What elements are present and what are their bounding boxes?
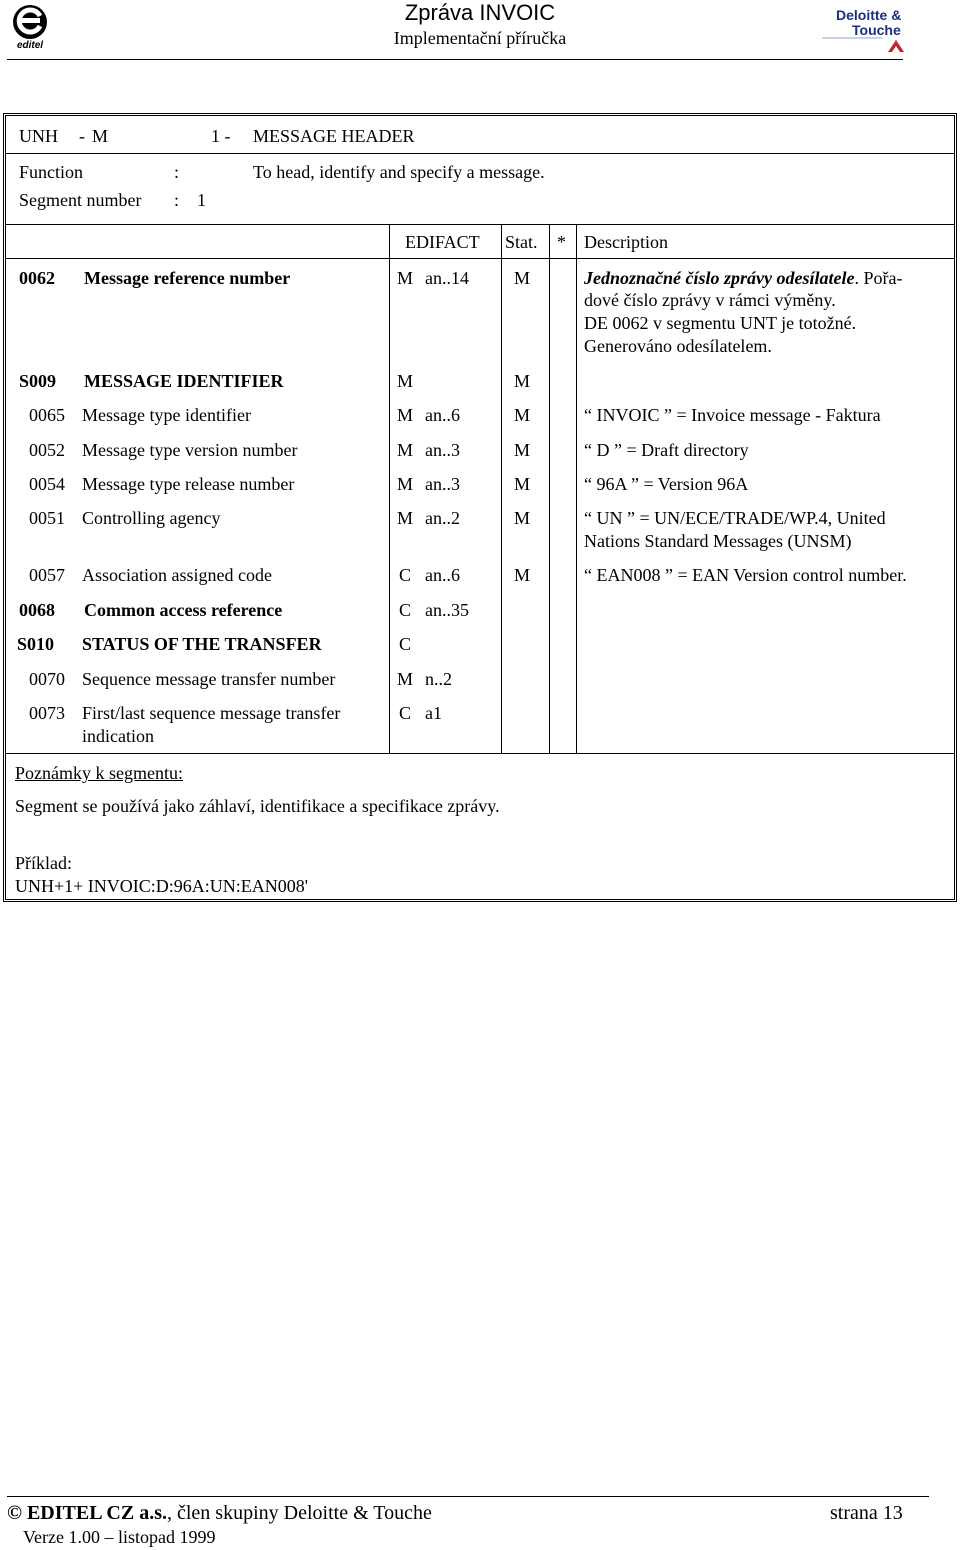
row-stat: M bbox=[514, 371, 531, 391]
divider-function bbox=[6, 224, 954, 225]
col-header-stat: Stat. bbox=[505, 232, 538, 252]
row-description: “ INVOIC ” = Invoice message - Faktura bbox=[584, 405, 881, 425]
segment-status: M bbox=[92, 126, 109, 146]
col-line-stat bbox=[501, 224, 502, 754]
row-name-line: indication bbox=[82, 726, 154, 746]
row-name: Message type version number bbox=[82, 440, 298, 460]
row-description-line: Generováno odesílatelem. bbox=[584, 336, 772, 356]
col-header-description: Description bbox=[584, 232, 668, 252]
row-name: Message type release number bbox=[82, 474, 295, 494]
row-edifact-format: an..35 bbox=[425, 600, 469, 620]
function-label: Function bbox=[19, 162, 84, 182]
notes-heading: Poznámky k segmentu: bbox=[15, 763, 183, 783]
deloitte-touche-logo bbox=[820, 2, 906, 54]
row-description-line: DE 0062 v segmentu UNT je totožné. bbox=[584, 313, 857, 333]
row-edifact-format: a1 bbox=[425, 703, 442, 723]
deloitte-logo-text-2: Touche bbox=[852, 22, 901, 38]
row-stat: M bbox=[514, 474, 531, 494]
segment-repeat: 1 - bbox=[211, 126, 231, 146]
footer-rule bbox=[7, 1496, 929, 1497]
header-rule bbox=[7, 59, 903, 60]
footer-page-number: strana 13 bbox=[830, 1502, 903, 1524]
row-edifact-format: n..2 bbox=[425, 669, 452, 689]
row-code: 0062 bbox=[19, 268, 55, 288]
row-description: “ EAN008 ” = EAN Version control number. bbox=[584, 565, 907, 585]
row-name: STATUS OF THE TRANSFER bbox=[82, 634, 322, 654]
example-value: UNH+1+ INVOIC:D:96A:UN:EAN008' bbox=[15, 876, 309, 896]
editel-logo bbox=[6, 4, 54, 50]
divider-notes bbox=[6, 753, 954, 754]
row-code: 0051 bbox=[29, 508, 65, 528]
segment-number-label: Segment number bbox=[19, 190, 142, 210]
col-line-desc bbox=[576, 224, 577, 754]
row-edifact-status: M bbox=[397, 474, 414, 494]
segment-number-value: 1 bbox=[197, 190, 206, 210]
row-name: Message type identifier bbox=[82, 405, 251, 425]
row-edifact-format: an..14 bbox=[425, 268, 469, 288]
notes-text: Segment se používá jako záhlaví, identifikace a specifikace zprávy. bbox=[15, 796, 500, 816]
segment-dash: - bbox=[79, 126, 85, 146]
document-title: Zpráva INVOIC bbox=[404, 0, 556, 25]
row-stat: M bbox=[514, 440, 531, 460]
footer-company bbox=[7, 1501, 432, 1525]
row-edifact-format: an..2 bbox=[425, 508, 460, 528]
document-header bbox=[250, 0, 710, 49]
row-edifact-status: M bbox=[397, 268, 414, 288]
row-code: 0054 bbox=[29, 474, 65, 494]
col-line-edifact bbox=[389, 224, 390, 754]
row-edifact-status: M bbox=[397, 371, 414, 391]
footer-company-rest: , člen skupiny Deloitte & Touche bbox=[167, 1502, 432, 1524]
deloitte-logo-text-1: Deloitte & bbox=[836, 7, 902, 23]
row-description: “ 96A ” = Version 96A bbox=[584, 474, 749, 494]
document-subtitle: Implementační příručka bbox=[393, 28, 567, 48]
function-colon: : bbox=[174, 162, 180, 182]
row-name: First/last sequence message transfer bbox=[82, 703, 341, 723]
divider-columns bbox=[6, 258, 954, 259]
row-edifact-status: C bbox=[399, 565, 412, 585]
function-text: To head, identify and specify a message. bbox=[253, 162, 545, 182]
row-name: Sequence message transfer number bbox=[82, 669, 336, 689]
divider-title bbox=[6, 153, 954, 154]
row-code: 0073 bbox=[29, 703, 65, 723]
row-edifact-format: an..6 bbox=[425, 405, 460, 425]
row-description-rest: . Pořa- bbox=[854, 268, 903, 288]
row-edifact-format: an..3 bbox=[425, 474, 460, 494]
row-edifact-status: C bbox=[399, 703, 412, 723]
col-header-star: * bbox=[557, 232, 566, 252]
row-stat: M bbox=[514, 405, 531, 425]
col-header-edifact: EDIFACT bbox=[405, 232, 480, 252]
row-description-line: Nations Standard Messages (UNSM) bbox=[584, 531, 852, 551]
row-code: 0057 bbox=[29, 565, 65, 585]
row-edifact-status: C bbox=[399, 634, 412, 654]
row-name: Common access reference bbox=[84, 600, 283, 620]
row-name: MESSAGE IDENTIFIER bbox=[84, 371, 284, 391]
row-name: Association assigned code bbox=[82, 565, 272, 585]
row-name: Message reference number bbox=[84, 268, 291, 288]
row-code: 0068 bbox=[19, 600, 55, 620]
row-stat: M bbox=[514, 565, 531, 585]
row-code: 0070 bbox=[29, 669, 65, 689]
segment-frame bbox=[3, 113, 957, 902]
row-description: “ UN ” = UN/ECE/TRADE/WP.4, United bbox=[584, 508, 886, 528]
editel-logo-text: editel bbox=[16, 40, 44, 50]
row-stat: M bbox=[514, 508, 531, 528]
row-edifact-format: an..3 bbox=[425, 440, 460, 460]
col-line-star bbox=[549, 224, 550, 754]
row-code: 0065 bbox=[29, 405, 65, 425]
example-label: Příklad: bbox=[15, 853, 72, 873]
row-description-emphasis: Jednoznačné číslo zprávy odesílatele bbox=[584, 268, 855, 288]
segment-number-colon: : bbox=[174, 190, 180, 210]
row-description bbox=[584, 267, 902, 289]
row-code: S009 bbox=[19, 371, 57, 391]
segment-name: MESSAGE HEADER bbox=[253, 126, 415, 146]
row-edifact-status: M bbox=[397, 405, 414, 425]
row-stat: M bbox=[514, 268, 531, 288]
footer-version: Verze 1.00 – listopad 1999 bbox=[23, 1527, 216, 1547]
segment-tag: UNH bbox=[19, 126, 58, 146]
footer-company-name: © EDITEL CZ a.s. bbox=[7, 1502, 167, 1524]
row-edifact-status: M bbox=[397, 508, 414, 528]
row-name: Controlling agency bbox=[82, 508, 221, 528]
row-edifact-status: C bbox=[399, 600, 412, 620]
row-edifact-status: M bbox=[397, 440, 414, 460]
row-code: 0052 bbox=[29, 440, 65, 460]
row-edifact-status: M bbox=[397, 669, 414, 689]
row-description: “ D ” = Draft directory bbox=[584, 440, 749, 460]
row-description-line: dové číslo zprávy v rámci výměny. bbox=[584, 290, 836, 310]
row-edifact-format: an..6 bbox=[425, 565, 460, 585]
row-code: S010 bbox=[17, 634, 55, 654]
